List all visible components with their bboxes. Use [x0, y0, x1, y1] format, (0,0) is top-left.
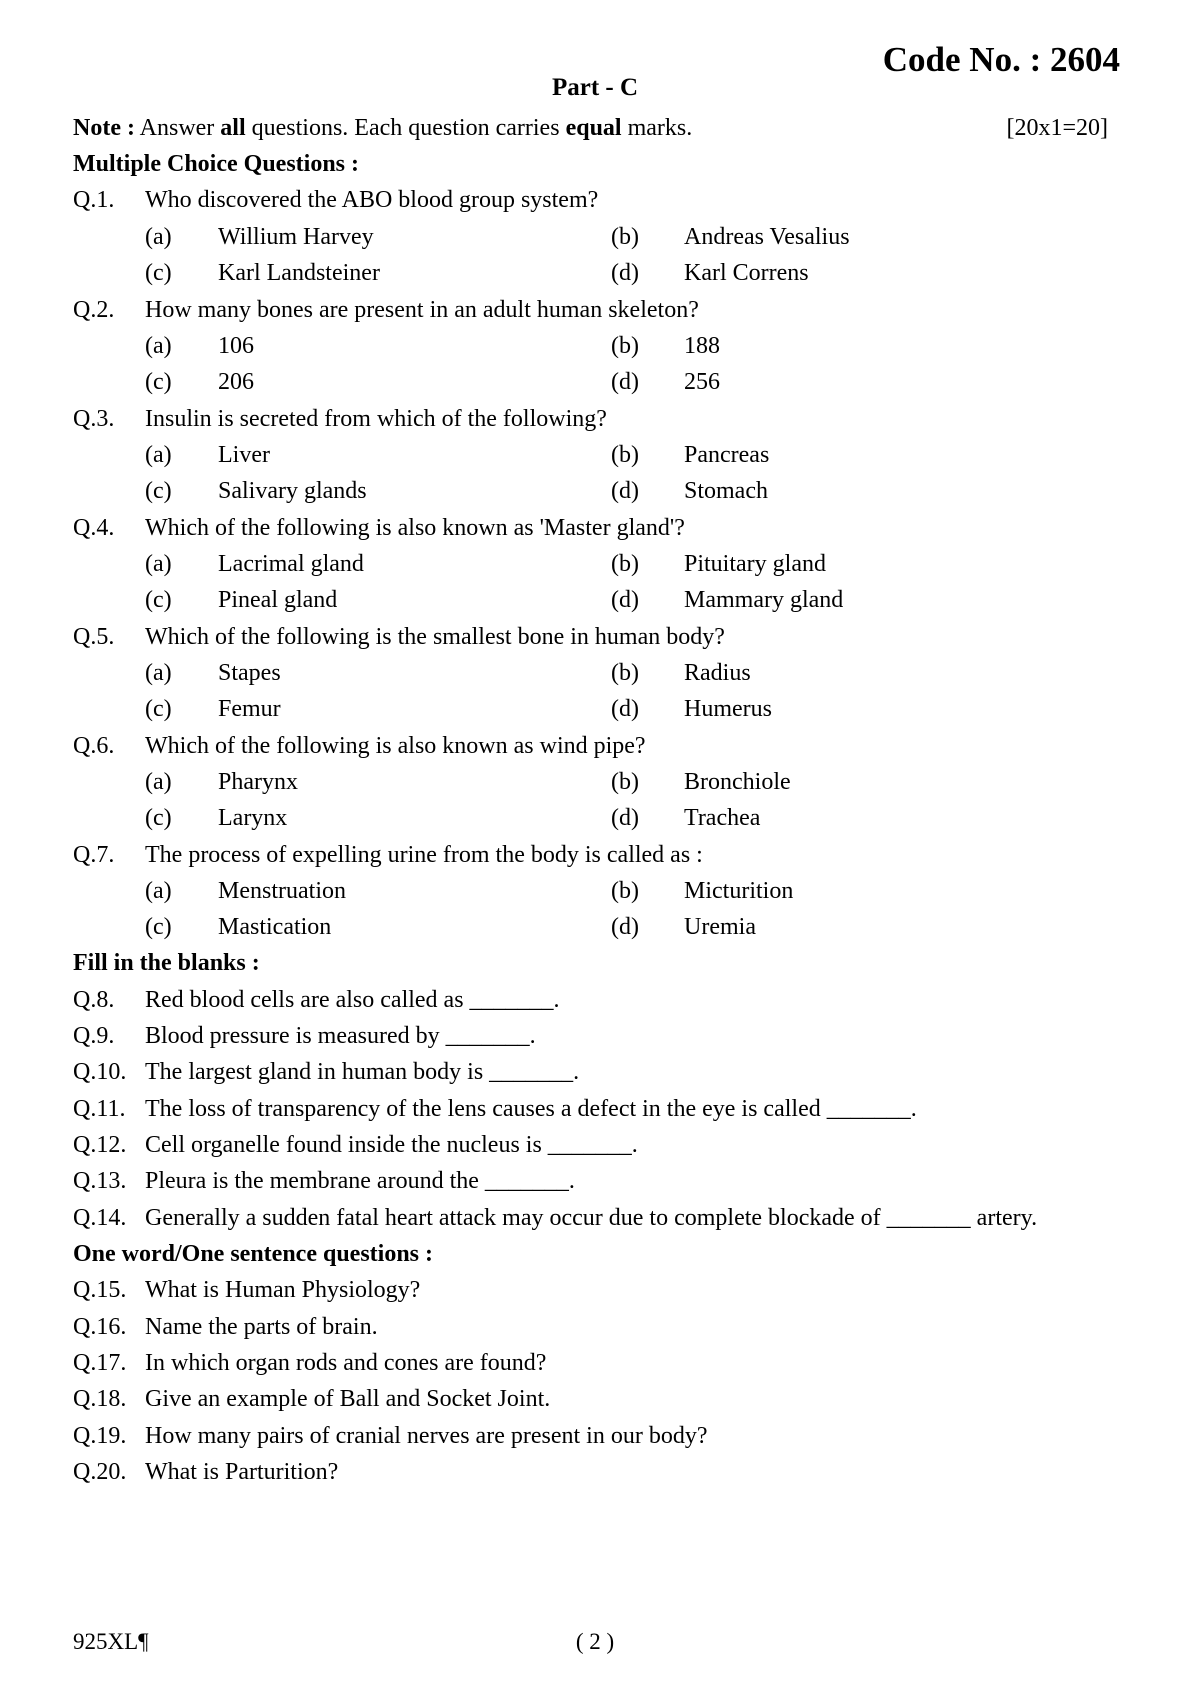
- option-text: Radius: [684, 660, 751, 686]
- option-label: (a): [145, 333, 172, 359]
- option-text: Andreas Vesalius: [684, 224, 850, 250]
- option-label: (c): [145, 696, 172, 722]
- question-number: Q.17.: [73, 1350, 127, 1376]
- option-text: Salivary glands: [218, 478, 367, 504]
- question-text: Which of the following is also known as wind pipe?: [145, 733, 646, 759]
- question-text: Insulin is secreted from which of the following?: [145, 406, 607, 432]
- question-text: Blood pressure is measured by _______.: [145, 1023, 536, 1049]
- section-heading-short-answer: One word/One sentence questions :: [73, 1241, 433, 1267]
- section-heading-mcq: Multiple Choice Questions :: [73, 151, 359, 177]
- option-label: (d): [611, 805, 639, 831]
- note-bold-all: all: [220, 115, 246, 141]
- option-label: (a): [145, 660, 172, 686]
- question-number: Q.7.: [73, 842, 115, 868]
- question-number: Q.13.: [73, 1168, 127, 1194]
- option-label: (d): [611, 260, 639, 286]
- question-number: Q.8.: [73, 987, 115, 1013]
- question-text: The process of expelling urine from the body is called as :: [145, 842, 703, 868]
- option-label: (d): [611, 369, 639, 395]
- option-label: (b): [611, 224, 639, 250]
- question-number: Q.5.: [73, 624, 115, 650]
- option-label: (c): [145, 587, 172, 613]
- question-text: The loss of transparency of the lens causes a defect in the eye is called _______.: [145, 1096, 917, 1122]
- option-label: (c): [145, 369, 172, 395]
- option-text: Lacrimal gland: [218, 551, 364, 577]
- option-label: (d): [611, 478, 639, 504]
- question-number: Q.6.: [73, 733, 115, 759]
- question-text: Who discovered the ABO blood group system?: [145, 187, 599, 213]
- option-label: (a): [145, 442, 172, 468]
- option-text: 206: [218, 369, 254, 395]
- option-label: (d): [611, 696, 639, 722]
- option-text: 188: [684, 333, 720, 359]
- option-text: Pituitary gland: [684, 551, 826, 577]
- question-number: Q.19.: [73, 1423, 127, 1449]
- question-text: How many pairs of cranial nerves are present in our body?: [145, 1423, 708, 1449]
- footer-code: 925XL¶: [73, 1629, 149, 1654]
- option-text: Micturition: [684, 878, 794, 904]
- question-number: Q.10.: [73, 1059, 127, 1085]
- option-text: Menstruation: [218, 878, 346, 904]
- question-text: Cell organelle found inside the nucleus is _______.: [145, 1132, 638, 1158]
- option-label: (c): [145, 805, 172, 831]
- question-number: Q.16.: [73, 1314, 127, 1340]
- question-number: Q.14.: [73, 1205, 127, 1231]
- section-heading-fill-blanks: Fill in the blanks :: [73, 950, 260, 976]
- question-text: In which organ rods and cones are found?: [145, 1350, 547, 1376]
- question-text: Which of the following is also known as 'Master gland'?: [145, 515, 685, 541]
- option-text: Uremia: [684, 914, 756, 940]
- question-number: Q.20.: [73, 1459, 127, 1485]
- question-number: Q.12.: [73, 1132, 127, 1158]
- option-label: (d): [611, 914, 639, 940]
- marks-allocation: [20x1=20]: [1006, 115, 1108, 141]
- option-label: (a): [145, 551, 172, 577]
- note-text-1: Answer: [134, 115, 221, 141]
- option-label: (c): [145, 914, 172, 940]
- option-text: Pancreas: [684, 442, 770, 468]
- option-text: Stapes: [218, 660, 281, 686]
- question-number: Q.18.: [73, 1386, 127, 1412]
- note-bold-equal: equal: [565, 115, 622, 141]
- part-title: Part - C: [551, 74, 639, 101]
- question-text: How many bones are present in an adult human skeleton?: [145, 297, 699, 323]
- note-text-2: questions. Each question carries: [245, 115, 566, 141]
- option-text: 256: [684, 369, 720, 395]
- option-text: Trachea: [684, 805, 761, 831]
- question-number: Q.15.: [73, 1277, 127, 1303]
- question-number: Q.9.: [73, 1023, 115, 1049]
- code-number: Code No. : 2604: [882, 40, 1120, 79]
- option-label: (b): [611, 442, 639, 468]
- option-label: (a): [145, 878, 172, 904]
- note-label: Note :: [73, 115, 135, 141]
- option-text: Bronchiole: [684, 769, 791, 795]
- option-text: Pharynx: [218, 769, 298, 795]
- question-text: Give an example of Ball and Socket Joint.: [145, 1386, 551, 1412]
- option-text: Karl Correns: [684, 260, 809, 286]
- question-number: Q.4.: [73, 515, 115, 541]
- question-number: Q.2.: [73, 297, 115, 323]
- question-text: Generally a sudden fatal heart attack may occur due to complete blockade of _______ artery.: [145, 1205, 1038, 1231]
- option-label: (b): [611, 769, 639, 795]
- note-text-3: marks.: [621, 115, 693, 141]
- option-text: 106: [218, 333, 254, 359]
- option-label: (a): [145, 224, 172, 250]
- question-text: What is Parturition?: [145, 1459, 339, 1485]
- question-number: Q.1.: [73, 187, 115, 213]
- question-number: Q.11.: [73, 1096, 126, 1122]
- question-text: The largest gland in human body is _______.: [145, 1059, 580, 1085]
- option-text: Stomach: [684, 478, 768, 504]
- option-label: (d): [611, 587, 639, 613]
- option-text: Liver: [218, 442, 270, 468]
- option-text: Willium Harvey: [218, 224, 374, 250]
- option-text: Pineal gland: [218, 587, 338, 613]
- question-number: Q.3.: [73, 406, 115, 432]
- option-text: Mammary gland: [684, 587, 844, 613]
- option-label: (c): [145, 478, 172, 504]
- question-text: Which of the following is the smallest bone in human body?: [145, 624, 725, 650]
- page-number: ( 2 ): [575, 1629, 615, 1654]
- option-label: (a): [145, 769, 172, 795]
- option-text: Karl Landsteiner: [218, 260, 380, 286]
- option-label: (b): [611, 333, 639, 359]
- note-line: [73, 112, 692, 144]
- question-text: Pleura is the membrane around the _______.: [145, 1168, 575, 1194]
- option-label: (b): [611, 551, 639, 577]
- option-text: Larynx: [218, 805, 288, 831]
- option-label: (c): [145, 260, 172, 286]
- option-text: Humerus: [684, 696, 772, 722]
- question-text: What is Human Physiology?: [145, 1277, 421, 1303]
- option-label: (b): [611, 660, 639, 686]
- option-text: Femur: [218, 696, 281, 722]
- question-text: Red blood cells are also called as _______.: [145, 987, 560, 1013]
- option-text: Mastication: [218, 914, 332, 940]
- question-text: Name the parts of brain.: [145, 1314, 378, 1340]
- option-label: (b): [611, 878, 639, 904]
